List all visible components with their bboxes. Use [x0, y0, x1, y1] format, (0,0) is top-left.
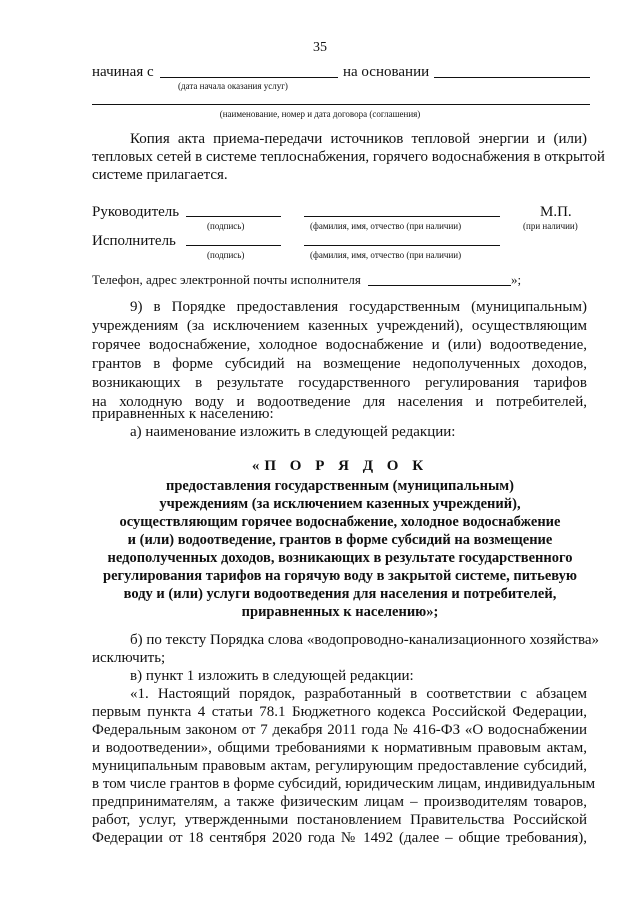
stamp-hint: (при наличии) — [523, 221, 578, 231]
executor-fio-line — [304, 245, 500, 246]
point1-line-9: Федерации от 18 сентября 2020 года № 1492 (далее – общие требования), — [92, 830, 587, 846]
copy-line-3: системе прилагается. — [92, 167, 228, 183]
head-signature-hint: (подпись) — [207, 221, 245, 231]
basis-label: на основании — [343, 64, 430, 80]
basis-line — [434, 77, 590, 78]
executor-fio-hint: (фамилия, имя, отчество (при наличии) — [310, 250, 462, 260]
point1-line-2: первым пункта 4 статьи 78.1 Бюджетного кодекса Российской Федерации, — [92, 704, 587, 720]
item-v: в) пункт 1 изложить в следующей редакции: — [130, 668, 414, 684]
heading-line-2: учреждениям (за исключением казенных учреждений), — [159, 496, 521, 512]
item-a: а) наименование изложить в следующей редакции: — [130, 424, 456, 440]
heading-line-5: недополученных доходов, возникающих в результате государственного — [107, 550, 573, 566]
item9-line-6: на холодную воду и водоотведение для населения и потребителей, — [92, 394, 587, 410]
head-signature-line — [186, 216, 281, 217]
heading-line-7: воду и (или) услуги водоотведения для населения и потребителей, — [123, 586, 557, 602]
point1-line-3: Федеральным законом от 7 декабря 2011 года № 416-ФЗ «О водоснабжении — [92, 722, 587, 738]
phone-line — [368, 285, 511, 286]
point1-line-4: и водоотведении», общими требованиями к нормативным правовым актам, — [92, 740, 587, 756]
phone-label: Телефон, адрес электронной почты исполнителя — [92, 272, 361, 287]
head-fio-hint: (фамилия, имя, отчество (при наличии) — [310, 221, 462, 231]
head-fio-line — [304, 216, 500, 217]
item9-line-7: приравненных к населению: — [92, 406, 274, 422]
copy-line-1: Копия акта приема-передачи источников тепловой энергии и (или) — [130, 131, 587, 147]
item-b-line-1: б) по тексту Порядка слова «водопроводно-канализационного хозяйства» — [130, 632, 600, 648]
heading-line-3: осуществляющим горячее водоснабжение, холодное водоснабжение — [119, 514, 561, 530]
item9-line-4: грантов в форме субсидий на возмещение недополученных доходов, — [92, 356, 587, 372]
point1-line-7: предпринимателям, а также физическим лицам – производителям товаров, — [92, 794, 587, 810]
point1-line-8: работ, услуг, утвержденными постановлением Правительства Российской — [92, 812, 587, 828]
contract-line — [92, 104, 590, 105]
item9-line-1: 9) в Порядке предоставления государственным (муниципальным) — [130, 299, 587, 315]
heading-line-4: и (или) водоотведение, грантов в форме субсидий на возмещение — [127, 532, 553, 548]
phone-end: »; — [511, 272, 522, 287]
executor-signature-hint: (подпись) — [207, 250, 245, 260]
heading-title: «П О Р Я Д О К — [251, 458, 429, 474]
heading-line-6: регулирования тарифов на горячую воду в закрытой системе, питьевую — [103, 568, 577, 584]
copy-line-2: тепловых сетей в системе теплоснабжения, горячего водоснабжения в открытой — [92, 149, 605, 165]
point1-line-1: «1. Настоящий порядок, разработанный в соответствии с абзацем — [130, 686, 587, 702]
point1-line-5: муниципальным правовым актам, регулирующим предоставление субсидий, — [92, 758, 587, 774]
page-number: 35 — [313, 40, 327, 55]
start-date-line — [160, 77, 338, 78]
start-label: начиная с — [92, 64, 154, 80]
item9-line-3: горячее водоснабжение, холодное водоснабжение и (или) водоотведение, — [92, 337, 587, 353]
executor-signature-line — [186, 245, 281, 246]
heading-line-8: приравненных к населению»; — [241, 604, 439, 620]
item9-line-5: возникающих в результате государственного регулирования тарифов — [92, 375, 587, 391]
item-b-line-2: исключить; — [92, 650, 166, 666]
contract-hint: (наименование, номер и дата договора (соглашения) — [219, 109, 421, 119]
start-date-hint: (дата начала оказания услуг) — [178, 81, 288, 91]
stamp-label: М.П. — [540, 204, 572, 220]
head-label: Руководитель — [92, 204, 180, 220]
heading-line-1: предоставления государственным (муниципальным) — [166, 478, 514, 494]
executor-label: Исполнитель — [92, 233, 176, 249]
point1-line-6: в том числе грантов в форме субсидий, юридическим лицам, индивидуальным — [92, 776, 596, 792]
item9-line-2: учреждениям (за исключением казенных учреждений), осуществляющим — [92, 318, 587, 334]
